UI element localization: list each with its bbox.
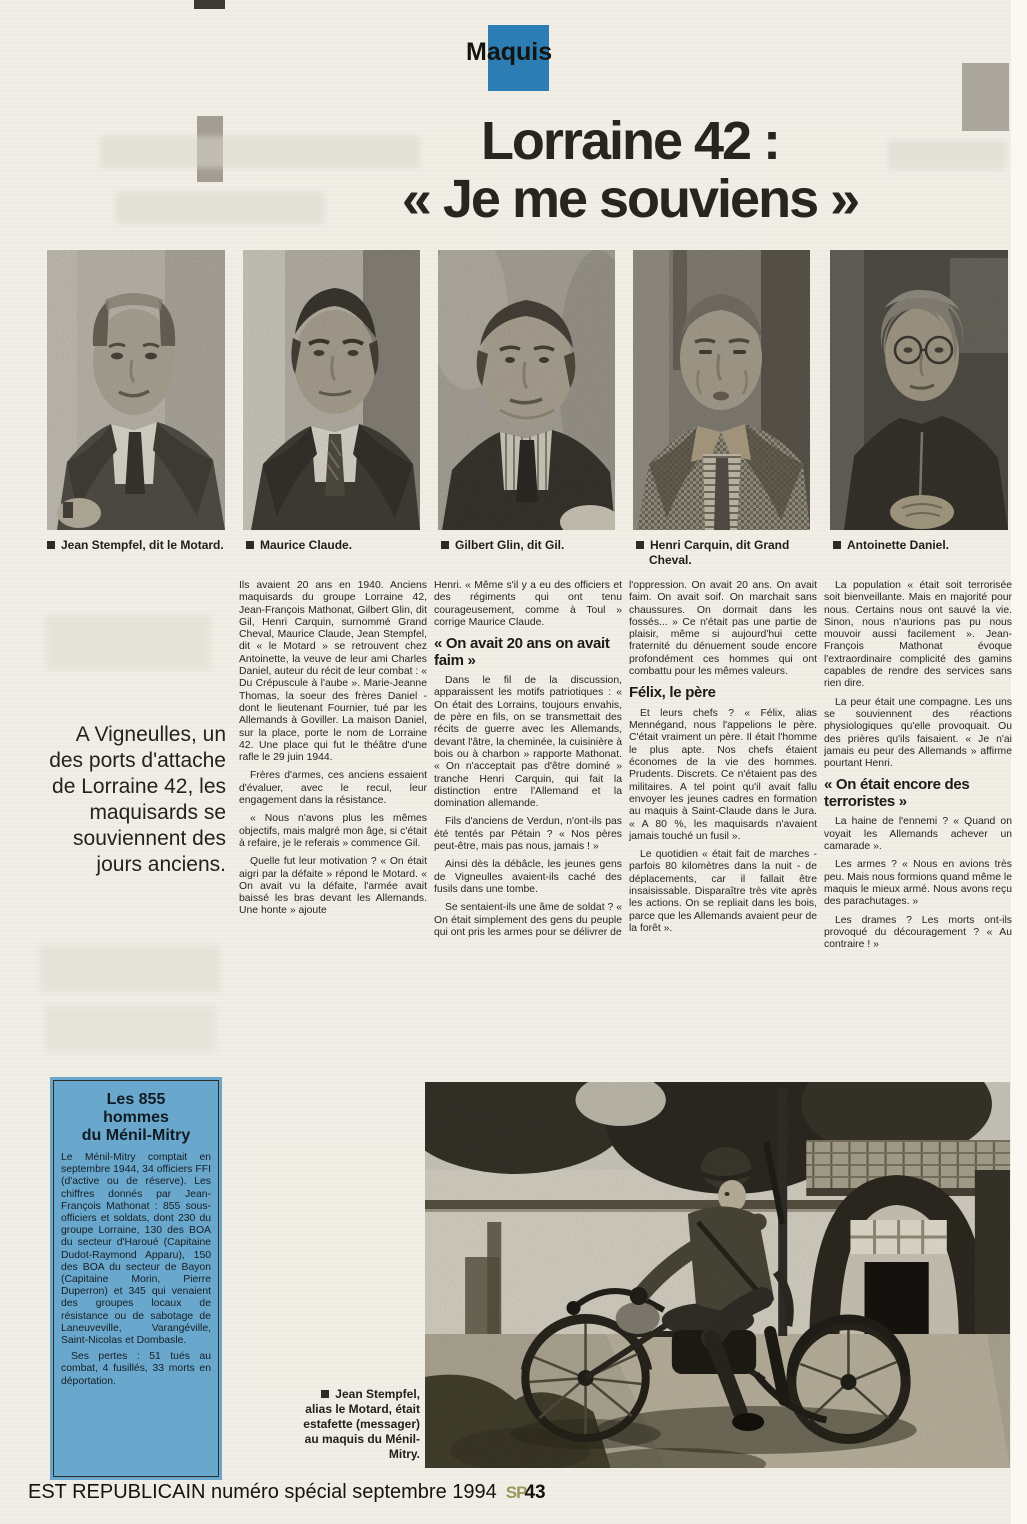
- article-title: [250, 112, 1010, 228]
- photo-caption: Gilbert Glin, dit Gil.: [441, 538, 622, 553]
- portrait-photo-maurice-claude: [243, 250, 420, 530]
- square-bullet-icon: [636, 541, 644, 549]
- page-footer: [28, 1481, 546, 1504]
- paragraph: La haine de l'ennemi ? « Quand on voyait les Allemands achever un camarade ».: [824, 816, 1012, 853]
- page-marker-prefix: SP: [505, 1483, 527, 1502]
- square-bullet-icon: [321, 1390, 329, 1398]
- paragraph: Le quotidien « était fait de marches - parfois 80 kilomètres dans la nuit - de déplacements, car il fallait être insaisissable. Disparaître très vite après les actions. On se repliait dans les bois, parce que les Allemands avaient peur de la forêt ».: [629, 849, 817, 934]
- info-box-title: Les 855 hommes du Ménil-Mitry: [81, 1091, 191, 1144]
- paragraph: « Nous n'avons plus les mêmes objectifs, mais malgré mon âge, si c'était à refaire, je le referais » commence Gil.: [239, 813, 427, 849]
- paragraph: La population « était soit terrorisée soit bienveillante. Mais en majorité pour nous. Certains nous ont sauvé la vie. Sinon, nous n'aurions pas pu nous mouvoir aussi facilement ». Jean-François Mathonat évoque l'extraordinaire complicité des gamins capables de rendre des services sans rien dire.: [824, 580, 1012, 690]
- paragraph: Le Ménil-Mitry comptait en septembre 1944, 34 officiers FFI (d'active ou de réserve). Les chiffres donnés par Jean-François Mathonat : 855 sous-officiers et soldats, dont 230 du groupe Lorraine, 130 des BOA du secteur d'Haroué (Capitaine Dudot-Raymond Apparu), 150 des BOA du secteur de Bayon (Capitaine Morin, Pierre Duperron) et 345 qui venaient des groupes locaux de résistance ou de sabotage de Laneuveville, Varangéville, Saint-Nicolas et Dombasle.: [61, 1152, 211, 1347]
- paragraph: Henri. « Même s'il y a eu des officiers et des régiments qui ont tenu courageusement, comme à Toul » corrige Maurice Claude.: [434, 580, 622, 628]
- subheading: « On avait 20 ans on avait faim »: [434, 635, 610, 669]
- paragraph: Ses pertes : 51 tués au combat, 4 fusillés, 33 morts en déportation.: [61, 1351, 211, 1387]
- motorcycle-photo: [425, 1082, 1010, 1468]
- paragraph: Se sentaient-ils une âme de soldat ? « On était simplement des gens du peuple qui ont pris les armes pour se délivrer de: [434, 902, 622, 938]
- article-title-line2: « Je me souviens »: [401, 169, 859, 229]
- subheading: Félix, le père: [629, 684, 716, 702]
- bleedthrough-ghost-text: [40, 945, 220, 993]
- paragraph: Quelle fut leur motivation ? « On était aigri par la défaite » répond le Motard. « On avait vu la défaite, l'armée avait baissé les bras devant les Allemands. Une honte » ajoute: [239, 856, 427, 917]
- page-number: 43: [524, 1482, 546, 1503]
- square-bullet-icon: [833, 541, 841, 549]
- portrait-photo-gilbert-glin: [438, 250, 615, 530]
- subheading: « On était encore des terroristes »: [824, 776, 970, 810]
- paragraph: La peur était une compagne. Les uns se souviennent des réactions physiologiques qu'elle provoquait. Ou des prières qu'ils faisaient. « Je n'ai jamais eu peur des Allemands » affirme pourtant Henri.: [824, 696, 1012, 770]
- footer-edition-line: EST REPUBLICAIN numéro spécial septembre 1994: [28, 1481, 497, 1503]
- article-column-3: [629, 580, 817, 1080]
- photo-caption: Henri Carquin, dit Grand Cheval.: [636, 538, 817, 567]
- photo-caption: Jean Stempfel, dit le Motard.: [47, 538, 230, 553]
- photo-caption: Maurice Claude.: [246, 538, 427, 553]
- bleedthrough-mark: [194, 0, 225, 9]
- info-box-menil-mitry: [50, 1077, 222, 1480]
- lede-pull-quote: A Vigneulles, un des ports d'attache de Lorraine 42, les maquisards se souviennent des jours anciens.: [49, 723, 226, 876]
- square-bullet-icon: [441, 541, 449, 549]
- bottom-photo-caption: Jean Stempfel, alias le Motard, était estafette (messager) au maquis du Ménil-Mitry.: [303, 1387, 420, 1461]
- paragraph: Et leurs chefs ? « Félix, alias Mennégand, nous l'appelions le père. C'était vraiment un père. Il était l'homme le plus apte. Nos chefs étaient économes de la vie des hommes. Prudents. Discrets. Ce n'étaient pas des militaires. A tel point qu'il avait fallu envoyer les jeunes cadres en formation au maquis à Saint-Claude dans le Jura. « A 80 %, les maquisards n'avaient jamais touché un fusil ».: [629, 707, 817, 842]
- bleedthrough-ghost-text: [46, 615, 211, 670]
- portrait-photo-jean-stempfel: [47, 250, 225, 530]
- photo-caption: Antoinette Daniel.: [833, 538, 1016, 553]
- paragraph: Ainsi dès la débâcle, les jeunes gens de Vigneulles avaient-ils caché des fusils dans une tombe.: [434, 859, 622, 895]
- paragraph: Dans le fil de la discussion, apparaissent les motifs patriotiques : « On était des Lorrains, toujours envahis, de père en fils, on se transmettait des récits de guerre avec les Allemands, devant l'âtre, la cheminée, la cuisinière à bois ou à charbon » rapporte Mathonat. « On n'acceptait pas d'être dominé » tranche Henri Carquin, qui fait la distinction entre l'Allemand et la domination allemande.: [434, 675, 622, 810]
- square-bullet-icon: [246, 541, 254, 549]
- scan-edge: [1011, 0, 1027, 1524]
- article-column-1: [239, 580, 427, 1080]
- square-bullet-icon: [47, 541, 55, 549]
- info-box-border: [53, 1080, 219, 1477]
- paragraph: l'oppression. On avait 20 ans. On avait faim. On avait soif. On marchait sans chaussures. On dormait dans les fossés... » Ce n'était pas une partie de plaisir, même si aujourd'hui cette fraternité du dénuement soude encore profondément ces hommes qui ont combattu pour les mêmes valeurs.: [629, 580, 817, 678]
- paragraph: Les armes ? « Nous en avions très peu. Mais nous formions quand même le maquis le mieux armé. Nous avons reçu des parachutages. »: [824, 859, 1012, 908]
- article-column-4: [824, 580, 1012, 1080]
- paragraph: Frères d'armes, ces anciens essaient d'évaluer, avec le recul, leur engagement dans la résistance.: [239, 770, 427, 807]
- paragraph: Ils avaient 20 ans en 1940. Anciens maquisards du groupe Lorraine 42, Jean-François Mathonat, Gilbert Glin, dit Gil, Henri Carquin, surnommé Grand Cheval, Maurice Claude, Jean Stempfel, dit « le Motard » se retrouvent chez Antoinette, la veuve de leur ami Charles Daniel, auteur du récit de leur combat : « Du Crépuscule à l'aube ». Marie-Jeanne Thomas, la soeur des frères Daniel - dont le lieutenant Fournier, tué par les Allemands à Goviller. La maison Daniel, sur la place, porte le nom de Lorraine 42. Une place qui fut le théâtre d'une rafle le 29 juin 1944.: [239, 580, 427, 764]
- portrait-photo-henri-carquin: [633, 250, 810, 530]
- portrait-photo-antoinette-daniel: [830, 250, 1008, 530]
- kicker-label: Maquis: [466, 38, 553, 66]
- paragraph: Fils d'anciens de Verdun, n'ont-ils pas été tentés par Pétain ? « Nos pères peut-être, mais pas nous, jamais ! »: [434, 816, 622, 853]
- article-column-2: [434, 580, 622, 1080]
- article-title-line1: Lorraine 42 :: [480, 111, 780, 171]
- bleedthrough-ghost-text: [44, 1005, 216, 1053]
- paragraph: Les drames ? Les morts ont-ils provoqué du découragement ? « Au contraire ! »: [824, 914, 1012, 951]
